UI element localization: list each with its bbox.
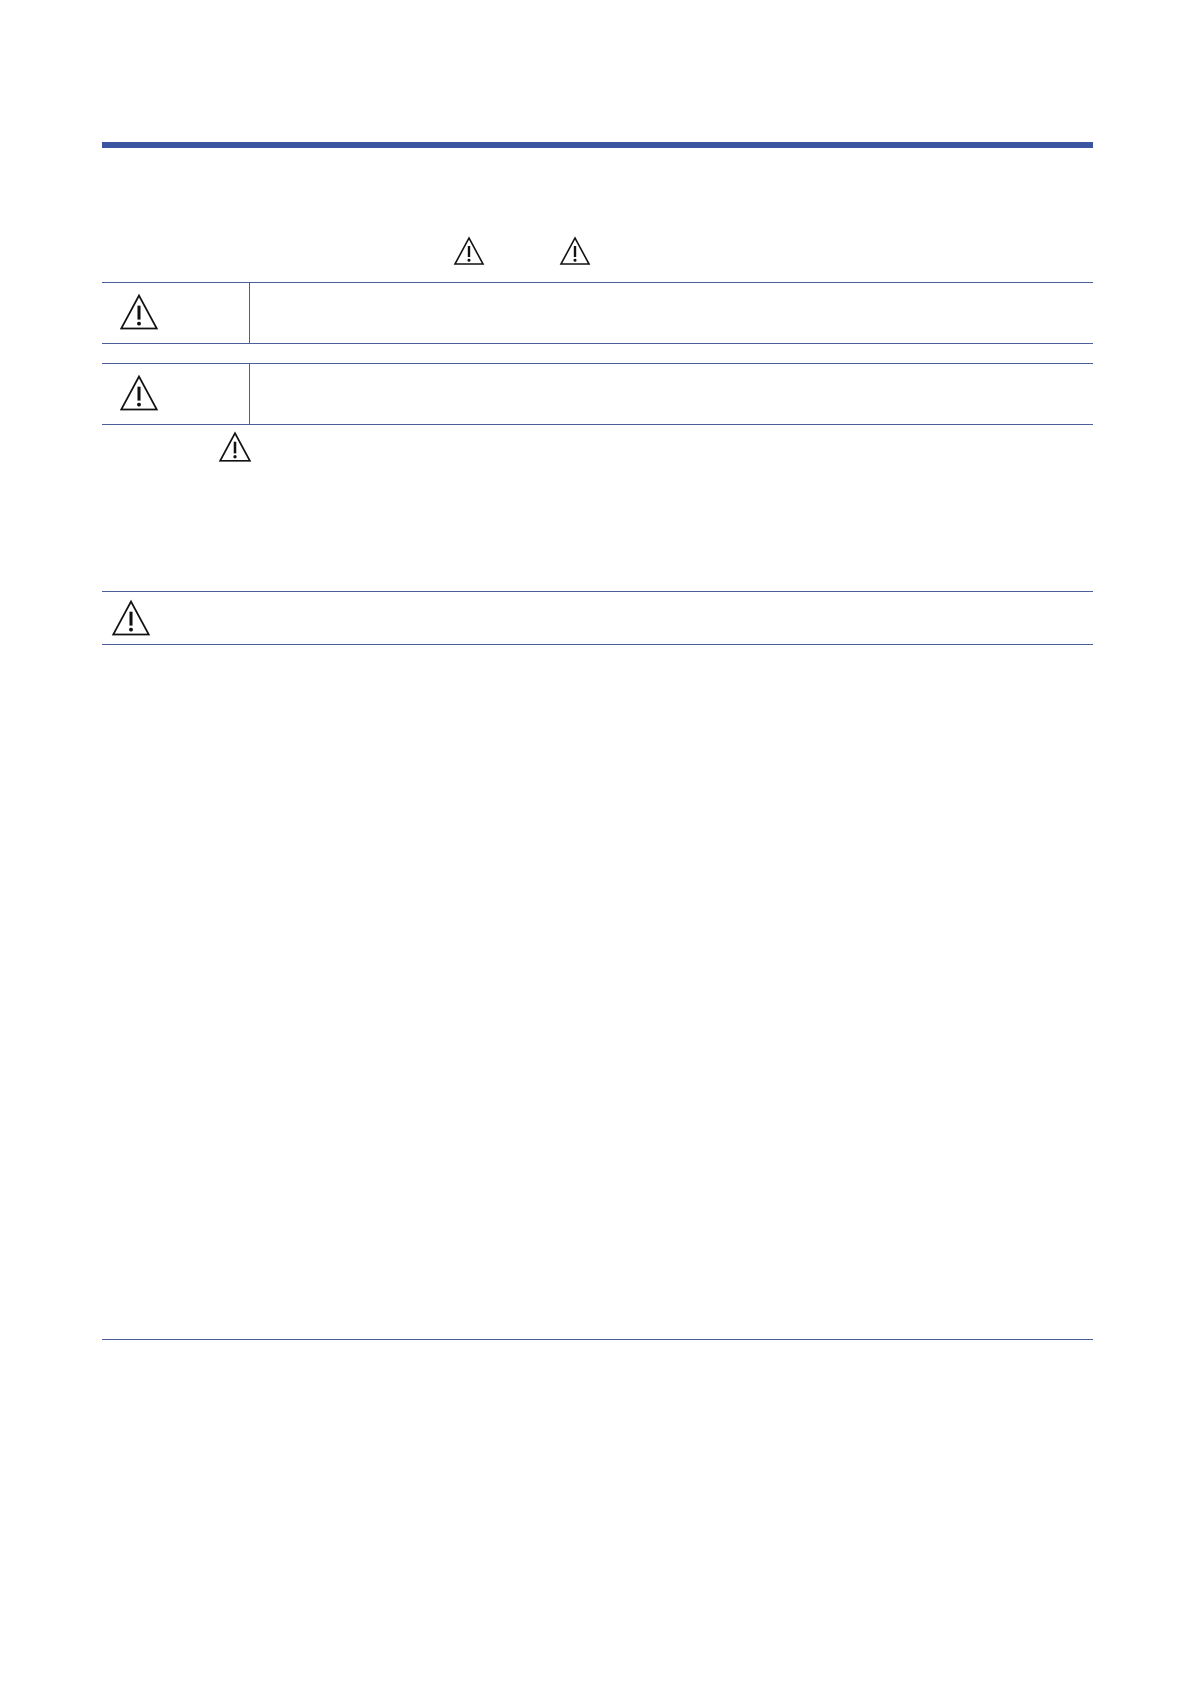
section-bottom-border	[102, 644, 1093, 645]
warning-box-icon	[118, 293, 160, 331]
header-accent-rule	[102, 142, 1093, 148]
warning-box-divider	[249, 282, 250, 343]
note-warning-icon	[218, 431, 252, 463]
footer-rule	[102, 1339, 1093, 1340]
intro-warning-icon-1	[453, 236, 485, 266]
caution-box-bottom-border	[102, 424, 1093, 425]
caution-box-icon	[118, 374, 160, 412]
intro-warning-icon-2	[559, 236, 591, 266]
caution-box-top-border	[102, 363, 1093, 364]
caution-box-divider	[249, 363, 250, 424]
section-warning-icon	[110, 599, 152, 637]
warning-box-bottom-border	[102, 343, 1093, 344]
warning-box-top-border	[102, 282, 1093, 283]
section-top-border	[102, 591, 1093, 592]
